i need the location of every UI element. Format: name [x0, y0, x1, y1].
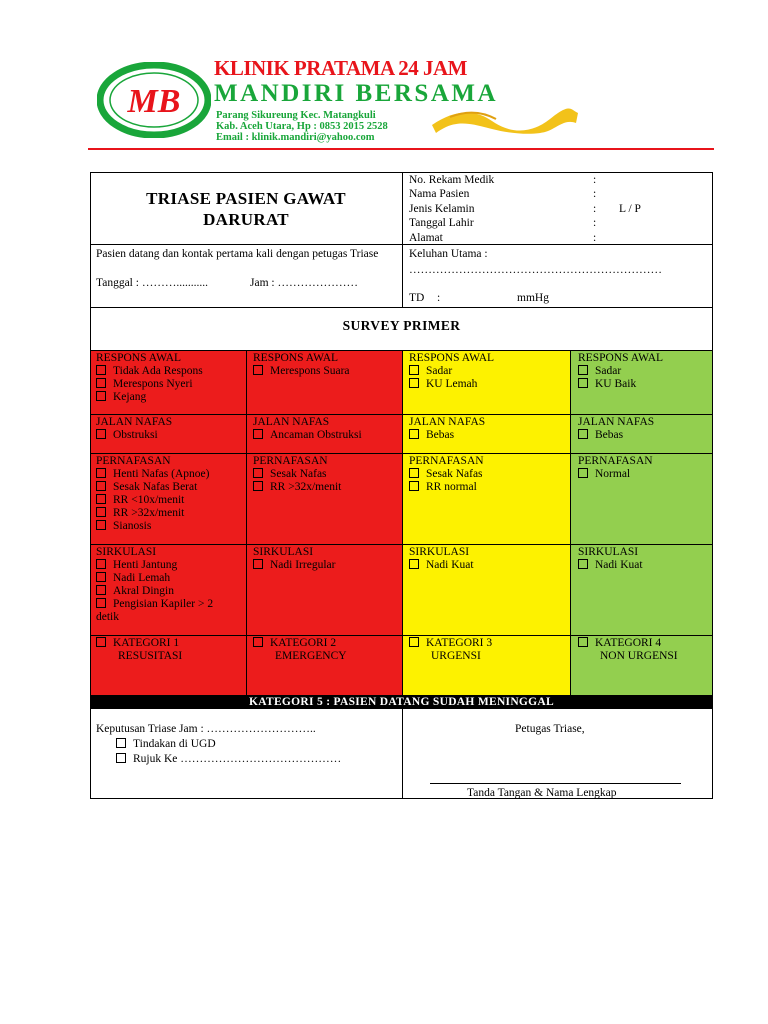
divider: [402, 351, 403, 695]
arrival-date: Tanggal : ………...........: [96, 277, 208, 289]
complaint-dots: …………………………………………………………: [409, 264, 662, 276]
checkbox[interactable]: [96, 559, 106, 569]
checkbox[interactable]: [253, 637, 263, 647]
checkbox[interactable]: [96, 468, 106, 478]
section-pernafasan: PERNAFASAN Sesak Nafas RR >32x/menit: [253, 455, 342, 493]
divider: [90, 414, 713, 415]
arrival-time: Jam : …………………: [250, 277, 358, 289]
category-3: KATEGORI 3 URGENSI: [409, 637, 492, 663]
field-label-birth-date: Tanggal Lahir: [409, 217, 474, 229]
complaint-label: Keluhan Utama :: [409, 248, 488, 260]
field-label-address: Alamat: [409, 232, 443, 244]
category-2: KATEGORI 2 EMERGENCY: [253, 637, 347, 663]
checkbox[interactable]: [96, 365, 106, 375]
clinic-logo: [97, 62, 211, 138]
checkbox[interactable]: [96, 520, 106, 530]
divider: [90, 635, 713, 636]
section-jalan-nafas: JALAN NAFAS Ancaman Obstruksi: [253, 416, 362, 441]
checkbox[interactable]: [578, 468, 588, 478]
clinic-address-line: Parang Sikureung Kec. Matangkuli: [216, 110, 376, 121]
option-referral: Rujuk Ke ……………………………………: [116, 752, 341, 766]
checkbox[interactable]: [578, 365, 588, 375]
checkbox[interactable]: [578, 559, 588, 569]
category-1: KATEGORI 1 RESUSITASI: [96, 637, 182, 663]
triage-officer-label: Petugas Triase,: [515, 723, 585, 735]
section-sirkulasi: SIRKULASI Nadi Kuat: [409, 546, 474, 571]
checkbox[interactable]: [409, 481, 419, 491]
section-pernafasan: PERNAFASAN Normal: [578, 455, 653, 480]
checkbox[interactable]: [96, 585, 106, 595]
section-sirkulasi: SIRKULASI Nadi Irregular: [253, 546, 336, 571]
field-colon: :: [593, 188, 597, 200]
divider: [246, 351, 247, 695]
field-label-medical-record: No. Rekam Medik: [409, 174, 495, 186]
checkbox[interactable]: [96, 429, 106, 439]
signature-line: [430, 783, 681, 784]
field-label-gender: Jenis Kelamin: [409, 203, 475, 215]
checkbox[interactable]: [409, 429, 419, 439]
section-respons-awal: RESPONS AWAL Sadar KU Baik: [578, 352, 664, 390]
checkbox[interactable]: [96, 391, 106, 401]
divider: [90, 453, 713, 454]
checkbox[interactable]: [253, 559, 263, 569]
section-sirkulasi: SIRKULASI Nadi Kuat: [578, 546, 643, 571]
checkbox[interactable]: [96, 378, 106, 388]
section-jalan-nafas: JALAN NAFAS Bebas: [409, 416, 486, 441]
blood-pressure-colon: :: [437, 292, 441, 304]
blood-pressure-label: TD: [409, 292, 425, 304]
divider: [402, 172, 403, 307]
checkbox[interactable]: [578, 637, 588, 647]
category-4: KATEGORI 4 NON URGENSI: [578, 637, 678, 663]
section-respons-awal: RESPONS AWAL Sadar KU Lemah: [409, 352, 495, 390]
letterhead-rule: [88, 148, 714, 150]
option-treatment-er: Tindakan di UGD: [116, 737, 216, 751]
field-colon: :: [593, 174, 597, 186]
section-respons-awal: RESPONS AWAL Tidak Ada Respons Merespons Nyeri Kejang: [96, 352, 203, 403]
checkbox[interactable]: [96, 507, 106, 517]
checkbox[interactable]: [409, 559, 419, 569]
section-jalan-nafas: JALAN NAFAS Obstruksi: [96, 416, 173, 441]
checkbox[interactable]: [96, 598, 106, 608]
checkbox[interactable]: [253, 365, 263, 375]
section-pernafasan: PERNAFASAN Henti Nafas (Apnoe) Sesak Nafas Berat RR <10x/menit RR >32x/menit Sianosis: [96, 455, 210, 532]
checkbox[interactable]: [96, 494, 106, 504]
decision-time-label: Keputusan Triase Jam : ………………………..: [96, 723, 316, 735]
checkbox[interactable]: [96, 572, 106, 582]
divider: [402, 709, 403, 799]
checkbox[interactable]: [253, 481, 263, 491]
checkbox[interactable]: [96, 481, 106, 491]
section-respons-awal: RESPONS AWAL Merespons Suara: [253, 352, 350, 377]
checkbox[interactable]: [409, 468, 419, 478]
section-sirkulasi: SIRKULASI Henti Jantung Nadi Lemah Akral Dingin Pengisian Kapiler > 2 detik: [96, 546, 214, 623]
section-pernafasan: PERNAFASAN Sesak Nafas RR normal: [409, 455, 484, 493]
signature-caption: Tanda Tangan & Nama Lengkap: [467, 787, 617, 799]
clinic-address-line: Kab. Aceh Utara, Hp : 0853 2015 2528: [216, 121, 388, 132]
checkbox[interactable]: [409, 378, 419, 388]
checkbox[interactable]: [409, 637, 419, 647]
clinic-brand: MANDIRI BERSAMA: [214, 80, 499, 107]
field-colon: :: [593, 232, 597, 244]
checkbox[interactable]: [578, 378, 588, 388]
divider: [90, 544, 713, 545]
field-colon: :: [593, 217, 597, 229]
section-jalan-nafas: JALAN NAFAS Bebas: [578, 416, 655, 441]
category-5-bar: KATEGORI 5 : PASIEN DATANG SUDAH MENINGGAL: [91, 695, 712, 709]
checkbox[interactable]: [409, 365, 419, 375]
checkbox[interactable]: [116, 738, 126, 748]
divider: [90, 307, 713, 308]
checkbox[interactable]: [116, 753, 126, 763]
checkbox[interactable]: [253, 468, 263, 478]
clinic-name: KLINIK PRATAMA 24 JAM: [214, 56, 467, 80]
field-colon: :: [593, 203, 597, 215]
survey-primer-title: SURVEY PRIMER: [342, 318, 461, 333]
blood-pressure-unit: mmHg: [517, 292, 549, 304]
logo-monogram: MB: [127, 83, 181, 120]
divider: [570, 351, 571, 695]
gender-value: L / P: [619, 203, 641, 215]
checkbox[interactable]: [578, 429, 588, 439]
form-title: TRIASE PASIEN GAWAT DARURAT: [146, 189, 346, 229]
gold-ribbon-decoration: [430, 105, 580, 137]
arrival-statement: Pasien datang dan kontak pertama kali dengan petugas Triase: [96, 248, 379, 260]
checkbox[interactable]: [253, 429, 263, 439]
clinic-email: Email : klinik.mandiri@yahoo.com: [216, 132, 375, 143]
checkbox[interactable]: [96, 637, 106, 647]
field-label-patient-name: Nama Pasien: [409, 188, 470, 200]
